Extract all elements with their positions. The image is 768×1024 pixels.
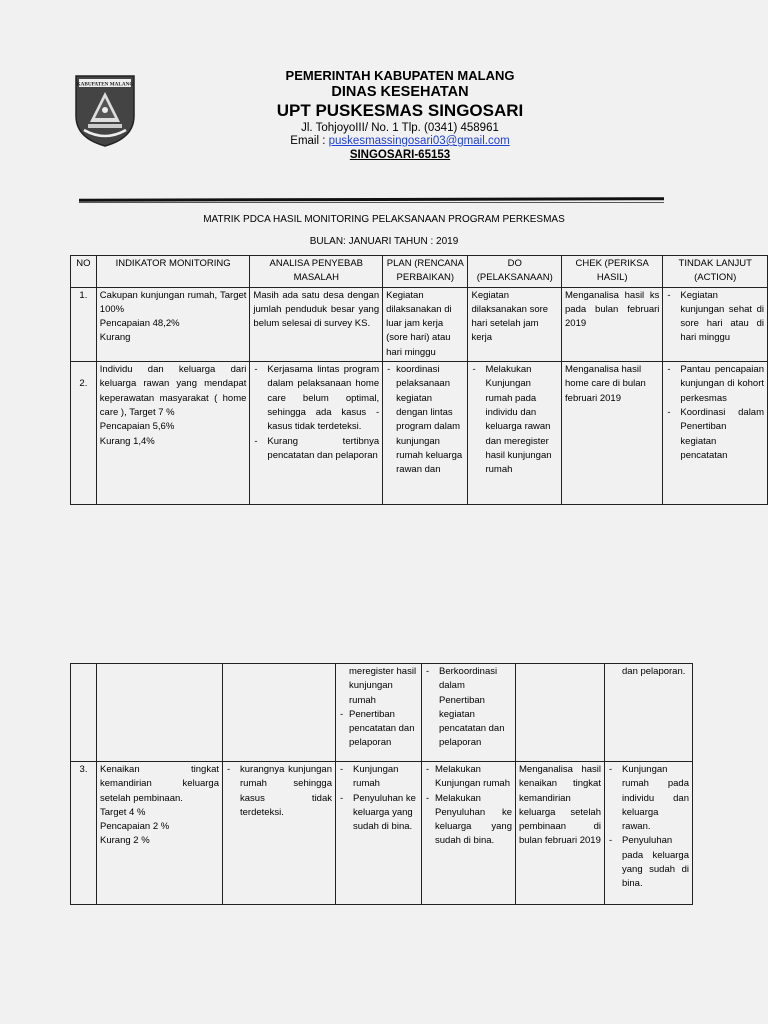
header-divider-thin	[79, 202, 664, 203]
regency-emblem-icon	[74, 72, 136, 148]
document-period: BULAN: JANUARI TAHUN : 2019	[309, 236, 459, 247]
plan-cell	[383, 362, 468, 505]
indikator-status: Kurang 2 %	[100, 835, 150, 847]
email-line	[200, 135, 600, 147]
indikator-cell	[96, 287, 250, 361]
address: Jl. TohjoyoIII/ No. 1 Tlp. (0341) 458961	[301, 122, 499, 134]
tindak-cell	[663, 362, 768, 505]
plan-continued: meregister hasil kunjungan rumah	[349, 666, 417, 706]
plan-item: - koordinasi pelaksanaan kegiatan dengan lintas program dalam kunjungan rumah keluarga rawan dan	[386, 363, 464, 477]
svg-text:KABUPATEN MALANG: KABUPATEN MALANG	[76, 81, 134, 88]
plan-item: - Penyuluhan ke keluarga yang sudah di bina.	[339, 792, 418, 835]
unit-name: UPT PUSKESMAS SINGOSARI	[276, 101, 524, 120]
pdca-table-page1	[70, 255, 768, 505]
indikator-status: Kurang 1,4%	[99, 435, 155, 447]
email-link[interactable]: puskesmassingosari03@gmail.com	[328, 135, 510, 147]
col-header-no: NO	[71, 256, 97, 288]
tindak-item: - Penyuluhan pada keluarga yang sudah di bina.	[608, 834, 689, 891]
indikator-pencapaian: Pencapaian 2 %	[100, 821, 170, 833]
chek-cell: Menganalisa hasil kenaikan tingkat kemandirian keluarga setelah pembinaan di bulan februari 2019	[516, 762, 605, 905]
row-no: 3.	[71, 762, 97, 905]
email-label: Email :	[290, 135, 326, 147]
table-row	[71, 287, 768, 361]
chek-cell: Menganalisa hasil ks pada bulan februari 2019	[562, 287, 663, 361]
indikator-cell	[96, 362, 250, 505]
analisa-cell: Masih ada satu desa dengan jumlah penduduk besar yang belum selesai di survey KS.	[250, 287, 383, 361]
analisa-item: - Kurang tertibnya pencatatan dan pelaporan	[253, 435, 379, 464]
indikator-pencapaian: Pencapaian 48,2%	[99, 318, 180, 330]
table-row-continued	[71, 664, 693, 762]
col-header-plan: PLAN (RENCANA PERBAIKAN)	[383, 256, 468, 288]
row-no-empty	[71, 664, 97, 762]
indikator-text: Cakupan kunjungan rumah, Target 100%	[99, 289, 247, 315]
analisa-cell	[223, 762, 336, 905]
indikator-cell-empty	[97, 664, 223, 762]
tindak-item: - Kegiatan kunjungan sehat di sore hari atau di hari minggu	[666, 289, 764, 346]
plan-cell	[336, 762, 422, 905]
col-header-do: DO (PELAKSANAAN)	[468, 256, 562, 288]
tindak-item: - Kunjungan rumah pada individu dan keluarga rawan.	[608, 763, 689, 834]
analisa-cell-empty	[223, 664, 336, 762]
row-no: 1.	[71, 287, 97, 361]
plan-cell: Kegiatan dilaksanakan di luar jam kerja (sore hari) atau hari minggu	[383, 287, 468, 361]
chek-cell-empty	[516, 664, 605, 762]
plan-item: - Kunjungan rumah	[339, 763, 418, 792]
plan-item: - Penertiban pencatatan dan pelaporan	[339, 708, 418, 751]
indikator-cell	[97, 762, 223, 905]
col-header-chek: CHEK (PERIKSA HASIL)	[562, 256, 663, 288]
pdca-table-page2	[70, 663, 693, 905]
plan-cell	[336, 664, 422, 762]
indikator-text: Individu dan keluarga dari keluarga rawan yang mendapat keperawatan masyarakat ( home care ), Target 7 %	[99, 364, 247, 418]
indikator-target: Target 4 %	[100, 806, 146, 818]
tindak-item: - Koordinasi dalam Penertiban kegiatan pencatatan	[666, 406, 764, 463]
document-title: MATRIK PDCA HASIL MONITORING PELAKSANAAN PROGRAM PERKESMAS	[203, 214, 565, 225]
do-item: - Melakukan Kunjungan rumah	[425, 763, 512, 792]
do-item: - Melakukan Penyuluhan ke keluarga yang sudah di bina.	[425, 792, 512, 849]
analisa-item: - kurangnya kunjungan rumah sehingga kasus tidak terdeteksi.	[226, 763, 332, 820]
indikator-text: Kenaikan tingkat kemandirian keluarga setelah pembinaan.	[100, 764, 219, 804]
tindak-cell	[605, 664, 693, 762]
do-item: - Berkoordinasi dalam Penertiban kegiatan pencatatan dan pelaporan	[425, 665, 512, 751]
do-cell	[422, 664, 516, 762]
do-cell: Kegiatan dilaksanakan sore hari setelah jam kerja	[468, 287, 562, 361]
tindak-continued: dan pelaporan.	[622, 666, 686, 677]
department-name: DINAS KESEHATAN	[331, 84, 469, 100]
table-header-row	[71, 256, 768, 288]
chek-cell: Menganalisa hasil home care di bulan februari 2019	[562, 362, 663, 505]
indikator-pencapaian: Pencapaian 5,6%	[99, 421, 175, 433]
col-header-indikator: INDIKATOR MONITORING	[96, 256, 250, 288]
tindak-cell	[605, 762, 693, 905]
col-header-tindak: TINDAK LANJUT (ACTION)	[663, 256, 768, 288]
table-row	[71, 362, 768, 505]
do-cell	[422, 762, 516, 905]
do-item: - Melakukan Kunjungan rumah pada individu dan keluarga rawan dan meregister hasil kunjungan rumah	[471, 363, 558, 477]
analisa-item: - Kerjasama lintas program dalam pelaksanaan home care belum optimal, sehingga ada kasus - kasus tidak terdeteksi.	[253, 363, 379, 434]
government-name: PEMERINTAH KABUPATEN MALANG	[285, 68, 515, 83]
tindak-cell	[663, 287, 768, 361]
table-row	[71, 762, 693, 905]
do-cell	[468, 362, 562, 505]
indikator-status: Kurang	[99, 332, 131, 344]
col-header-analisa: ANALISA PENYEBAB MASALAH	[250, 256, 383, 288]
analisa-cell	[250, 362, 383, 505]
tindak-item: - Pantau pencapaian kunjungan di kohort perkesmas	[666, 363, 764, 406]
postcode: SINGOSARI-65153	[349, 149, 451, 161]
row-no: 2.	[71, 362, 97, 505]
